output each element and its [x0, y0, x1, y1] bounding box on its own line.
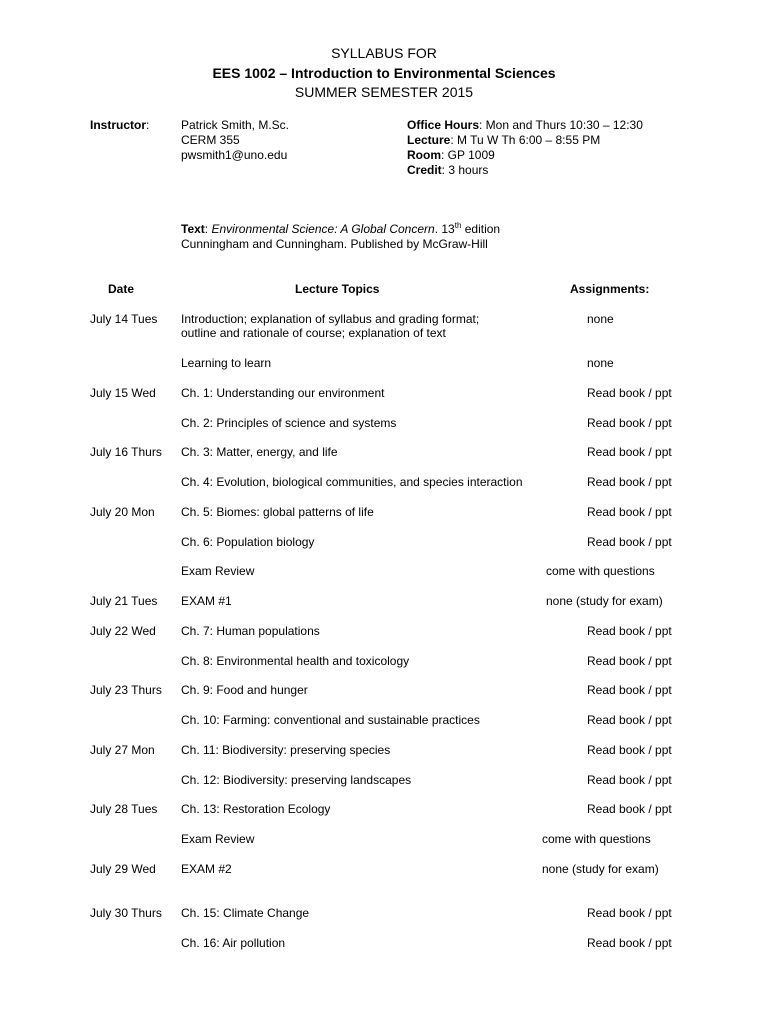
row-topic: Ch. 3: Matter, energy, and life: [181, 445, 338, 459]
row-assignment: Read book / ppt: [587, 773, 672, 787]
row-date: July 29 Wed: [90, 862, 156, 876]
row-assignment: none: [587, 356, 614, 370]
textbook-line: [181, 222, 500, 237]
row-topic: Ch. 10: Farming: conventional and sustainable practices: [181, 713, 480, 727]
table-row: [0, 743, 768, 773]
row-date: July 28 Tues: [90, 802, 158, 816]
row-assignment: Read book / ppt: [587, 683, 672, 697]
table-row: [0, 505, 768, 535]
row-topic: Ch. 9: Food and hunger: [181, 683, 308, 697]
row-assignment: Read book / ppt: [587, 906, 672, 920]
row-assignment: come with questions: [546, 564, 655, 578]
row-assignment: Read book / ppt: [587, 624, 672, 638]
course-title: EES 1002 – Introduction to Environmental Sciences: [212, 65, 556, 81]
table-row: [0, 802, 768, 832]
row-assignment: Read book / ppt: [587, 386, 672, 400]
table-row: [0, 832, 768, 862]
credit-value: : 3 hours: [441, 163, 489, 177]
row-assignment: Read book / ppt: [587, 445, 672, 459]
textbook-authors: Cunningham and Cunningham. Published by McGraw-Hill: [181, 237, 488, 251]
row-date: July 21 Tues: [90, 594, 158, 608]
row-assignment: Read book / ppt: [587, 505, 672, 519]
row-date: July 23 Thurs: [90, 683, 162, 697]
row-date: July 30 Thurs: [90, 906, 162, 920]
row-date: July 16 Thurs: [90, 445, 162, 459]
table-row: [0, 312, 768, 342]
instructor-label: Instructor: [90, 118, 147, 132]
row-assignment: none: [587, 312, 614, 326]
assignments-header: Assignments:: [570, 282, 650, 296]
row-topic: Ch. 4: Evolution, biological communities, and species interaction: [181, 475, 523, 489]
row-topic: Ch. 7: Human populations: [181, 624, 320, 638]
row-assignment: Read book / ppt: [587, 416, 672, 430]
credit-label: Credit: [407, 163, 442, 177]
date-header: Date: [108, 282, 135, 296]
credit: [407, 163, 488, 178]
table-row: [0, 535, 768, 565]
office-hours-label: Office Hours: [407, 118, 480, 132]
room: [407, 148, 495, 163]
row-topic: Exam Review: [181, 832, 255, 846]
table-row: [0, 356, 768, 386]
text-label: Text: [181, 222, 205, 236]
table-row: [0, 475, 768, 505]
row-assignment: Read book / ppt: [587, 802, 672, 816]
room-value: : GP 1009: [441, 148, 495, 162]
textbook-title: Environmental Science: A Global Concern: [211, 222, 435, 236]
topics-header: Lecture Topics: [295, 282, 380, 296]
row-assignment: Read book / ppt: [587, 475, 672, 489]
row-assignment: come with questions: [542, 832, 651, 846]
room-label: Room: [407, 148, 441, 162]
row-date: July 22 Wed: [90, 624, 156, 638]
table-row: [0, 594, 768, 624]
textbook-period: . 13: [434, 222, 455, 236]
row-topic: EXAM #1: [181, 594, 232, 608]
table-row: [0, 445, 768, 475]
row-topic: Ch. 1: Understanding our environment: [181, 386, 385, 400]
instructor-office: CERM 355: [181, 133, 240, 147]
row-topic: Ch. 6: Population biology: [181, 535, 315, 549]
row-assignment: none (study for exam): [546, 594, 663, 608]
table-row: [0, 624, 768, 654]
row-topic: Ch. 12: Biodiversity: preserving landscapes: [181, 773, 412, 787]
table-row: [0, 386, 768, 416]
row-topic: Ch. 2: Principles of science and systems: [181, 416, 397, 430]
table-row: [0, 564, 768, 594]
row-topic: Ch. 15: Climate Change: [181, 906, 310, 920]
semester-heading: SUMMER SEMESTER 2015: [294, 84, 474, 100]
row-topic: Learning to learn: [181, 356, 272, 370]
row-date: July 15 Wed: [90, 386, 156, 400]
row-date: July 20 Mon: [90, 505, 155, 519]
row-assignment: none (study for exam): [542, 862, 659, 876]
row-topic: Ch. 16: Air pollution: [181, 936, 286, 950]
table-row: [0, 936, 768, 966]
instructor-label-line: Instructor:: [90, 118, 150, 132]
row-topic-continued: outline and rationale of course; explanation of text: [181, 326, 446, 340]
row-assignment: Read book / ppt: [587, 713, 672, 727]
row-assignment: Read book / ppt: [587, 654, 672, 668]
table-row: [0, 906, 768, 936]
row-assignment: Read book / ppt: [587, 743, 672, 757]
instructor-email: pwsmith1@uno.edu: [181, 148, 288, 162]
table-row: [0, 713, 768, 743]
row-topic: Ch. 13: Restoration Ecology: [181, 802, 331, 816]
table-row: [0, 773, 768, 803]
row-assignment: Read book / ppt: [587, 936, 672, 950]
table-row: [0, 416, 768, 446]
row-topic: Ch. 11: Biodiversity: preserving species: [181, 743, 391, 757]
lecture-value: : M Tu W Th 6:00 – 8:55 PM: [450, 133, 601, 147]
edition-sup: th: [454, 221, 462, 230]
office-hours-value: : Mon and Thurs 10:30 – 12:30: [479, 118, 643, 132]
office-hours: [407, 118, 643, 133]
row-topic: Introduction; explanation of syllabus and grading format;: [181, 312, 480, 326]
syllabus-heading: SYLLABUS FOR: [331, 45, 437, 61]
row-date: July 27 Mon: [90, 743, 155, 757]
lecture-label: Lecture: [407, 133, 451, 147]
row-topic: Exam Review: [181, 564, 255, 578]
row-topic: Ch. 5: Biomes: global patterns of life: [181, 505, 374, 519]
table-row: [0, 862, 768, 892]
textbook-edition: edition: [461, 222, 501, 236]
lecture-time: [407, 133, 600, 148]
row-topic: EXAM #2: [181, 862, 232, 876]
instructor-name: Patrick Smith, M.Sc.: [181, 118, 290, 132]
row-date: July 14 Tues: [90, 312, 158, 326]
text-sep: :: [204, 222, 212, 236]
table-row: [0, 683, 768, 713]
table-row: [0, 654, 768, 684]
row-assignment: Read book / ppt: [587, 535, 672, 549]
row-topic: Ch. 8: Environmental health and toxicology: [181, 654, 410, 668]
